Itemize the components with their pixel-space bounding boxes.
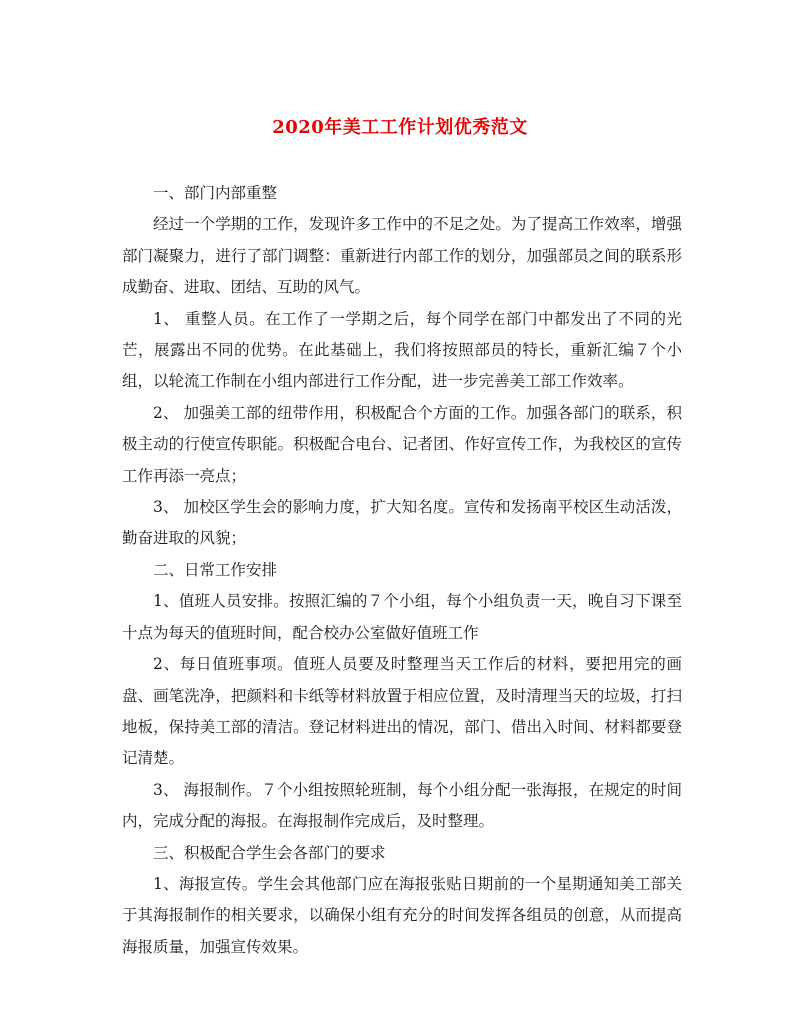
document-title: 2020年美工工作计划优秀范文 xyxy=(272,117,528,138)
paragraph: 1、值班人员安排。按照汇编的７个小组，每个小组负责一天，晚自习下课至十点为每天的值班时间，配合校办公室做好值班工作 xyxy=(122,592,682,642)
paragraph: 1、海报宣传。学生会其他部门应在海报张贴日期前的一个星期通知美工部关于其海报制作的相关要求，以确保小组有充分的时间发挥各组员的创意，从而提高海报质量，加强宣传效果。 xyxy=(122,874,682,956)
section-heading-2: 二、日常工作安排 xyxy=(153,560,278,579)
paragraph: 3、 加校区学生会的影响力度，扩大知名度。宣传和发扬南平校区生动活泼，勤奋进取的风貌； xyxy=(122,498,682,548)
document-body xyxy=(122,178,682,963)
paragraph: 3、 海报制作。７个小组按照轮班制，每个小组分配一张海报，在规定的时间内，完成分配的海报。在海报制作完成后，及时整理。 xyxy=(122,780,682,831)
paragraph: 2、每日值班事项。值班人员要及时整理当天工作后的材料，要把用完的画盘、画笔洗净，把颜料和卡纸等材料放置于相应位置，及时清理当天的垃圾，打扫地板，保持美工部的清洁。登记材料进出的情况，部门、借出入时间、材料都要登记清楚。 xyxy=(122,655,682,768)
paragraph: 经过一个学期的工作，发现许多工作中的不足之处。为了提高工作效率，增强部门凝聚力，进行了部门调整：重新进行内部工作的划分，加强部员之间的联系形成勤奋、进取、团结、互助的风气。 xyxy=(122,215,682,297)
section-heading-1: 一、部门内部重整 xyxy=(153,184,278,202)
section-heading-3: 三、积极配合学生会各部门的要求 xyxy=(153,843,386,862)
paragraph: 2、 加强美工部的纽带作用，积极配合个方面的工作。加强各部门的联系，积极主动的行使宣传职能。积极配合电台、记者团、作好宣传工作，为我校区的宣传工作再添一亮点； xyxy=(122,403,682,485)
paragraph: 1、 重整人员。在工作了一学期之后，每个同学在部门中都发出了不同的光芒，展露出不同的优势。在此基础上，我们将按照部员的特长，重新汇编７个小组，以轮流工作制在小组内部进行工作分配，进一步完善美工部工作效率。 xyxy=(122,309,682,391)
